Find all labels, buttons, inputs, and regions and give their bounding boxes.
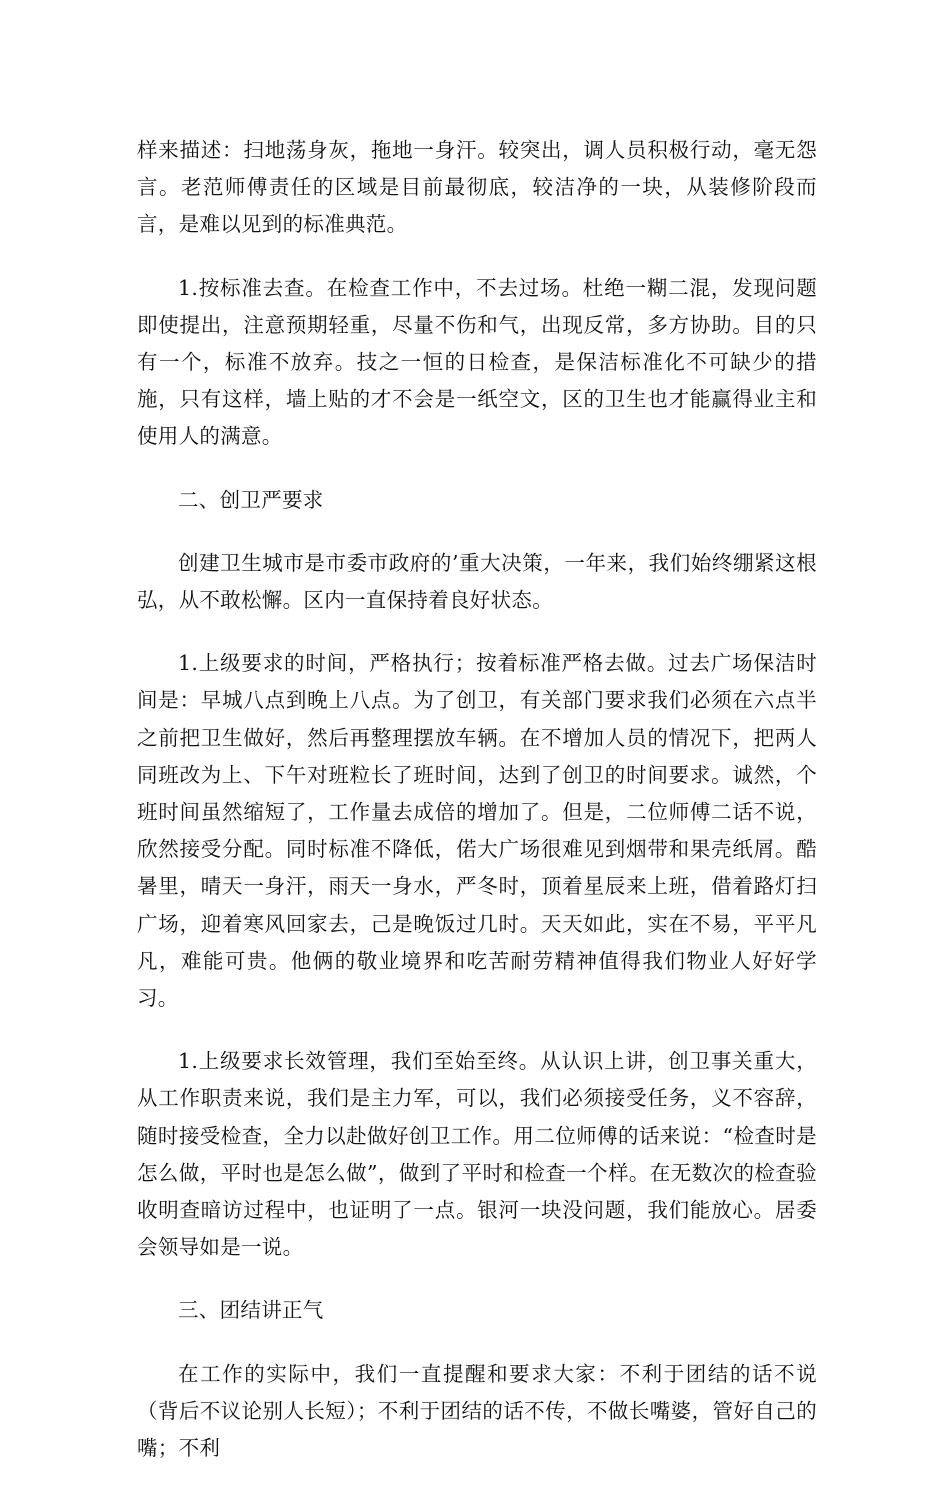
section-heading-3: 三、团结讲正气 xyxy=(178,1298,324,1323)
paragraph-time-requirement: 1.上级要求的时间，严格执行；按着标准严格去做。过去广场保洁时间是：早城八点到晚上八点。为了创卫，有关部门要求我们必须在六点半之前把卫生做好，然后再整理摆放车辆。在不增加人员的情况下，把两人同班改为上、下午对班粒长了班时间，达到了创卫的时间要求。诚然，个班时间虽然缩短了，工作量去成倍的增加了。但是，二位师傅二话不说，欣然接受分配。同时标准不降低，偌大广场很难见到烟带和果壳纸屑。酷暑里，晴天一身汗，雨天一身水，严冬时，顶着星辰来上班，借着路灯扫广场，迎着寒风回家去，己是晚饭过几时。天天如此，实在不易，平平凡凡，难能可贵。他俩的敬业境界和吃苦耐劳精神值得我们物业人好好学习。 xyxy=(137,651,817,1011)
document-body xyxy=(137,132,817,1493)
paragraph-check-standard: 1.按标准去查。在检查工作中，不去过场。杜绝一糊二混，发现问题即使提出，注意预期轻重，尽量不伤和气，出现反常，多方协助。目的只有一个，标准不放弃。技之一恒的日检查，是保洁标准化不可缺少的措施，只有这样，墙上贴的才不会是一纸空文，区的卫生也才能赢得业主和使用人的满意。 xyxy=(137,275,817,449)
paragraph-sanitary-city: 创建卫生城市是市委市政府的’重大决策，一年来，我们始终绷紧这根弘，从不敢松懈。区内一直保持着良好状态。 xyxy=(137,550,817,613)
paragraph-continuation: 样来描述：扫地荡身灰，拖地一身汗。较突出，调人员积极行动，毫无怨言。老范师傅责任的区域是目前最彻底，较洁净的一块，从装修阶段而言，是难以见到的标准典范。 xyxy=(137,138,817,237)
paragraph-unity: 在工作的实际中，我们一直提醒和要求大家：不利于团结的话不说（背后不议论别人长短）；不利于团结的话不传，不做长嘴婆，管好自己的嘴；不利 xyxy=(137,1361,817,1461)
paragraph-long-term-management: 1.上级要求长效管理，我们至始至终。从认识上讲，创卫事关重大，从工作职责来说，我们是主力军，可以，我们必须接受任务，义不容辞，随时接受检查，全力以赴做好创卫工作。用二位师傅的话来说：“检查时是怎么做，平时也是怎么做”，做到了平时和检查一个样。在无数次的检查验收明查暗访过程中，也证明了一点。银河一块没问题，我们能放心。居委会领导如是一说。 xyxy=(137,1049,817,1260)
section-heading-2: 二、创卫严要求 xyxy=(178,487,324,512)
